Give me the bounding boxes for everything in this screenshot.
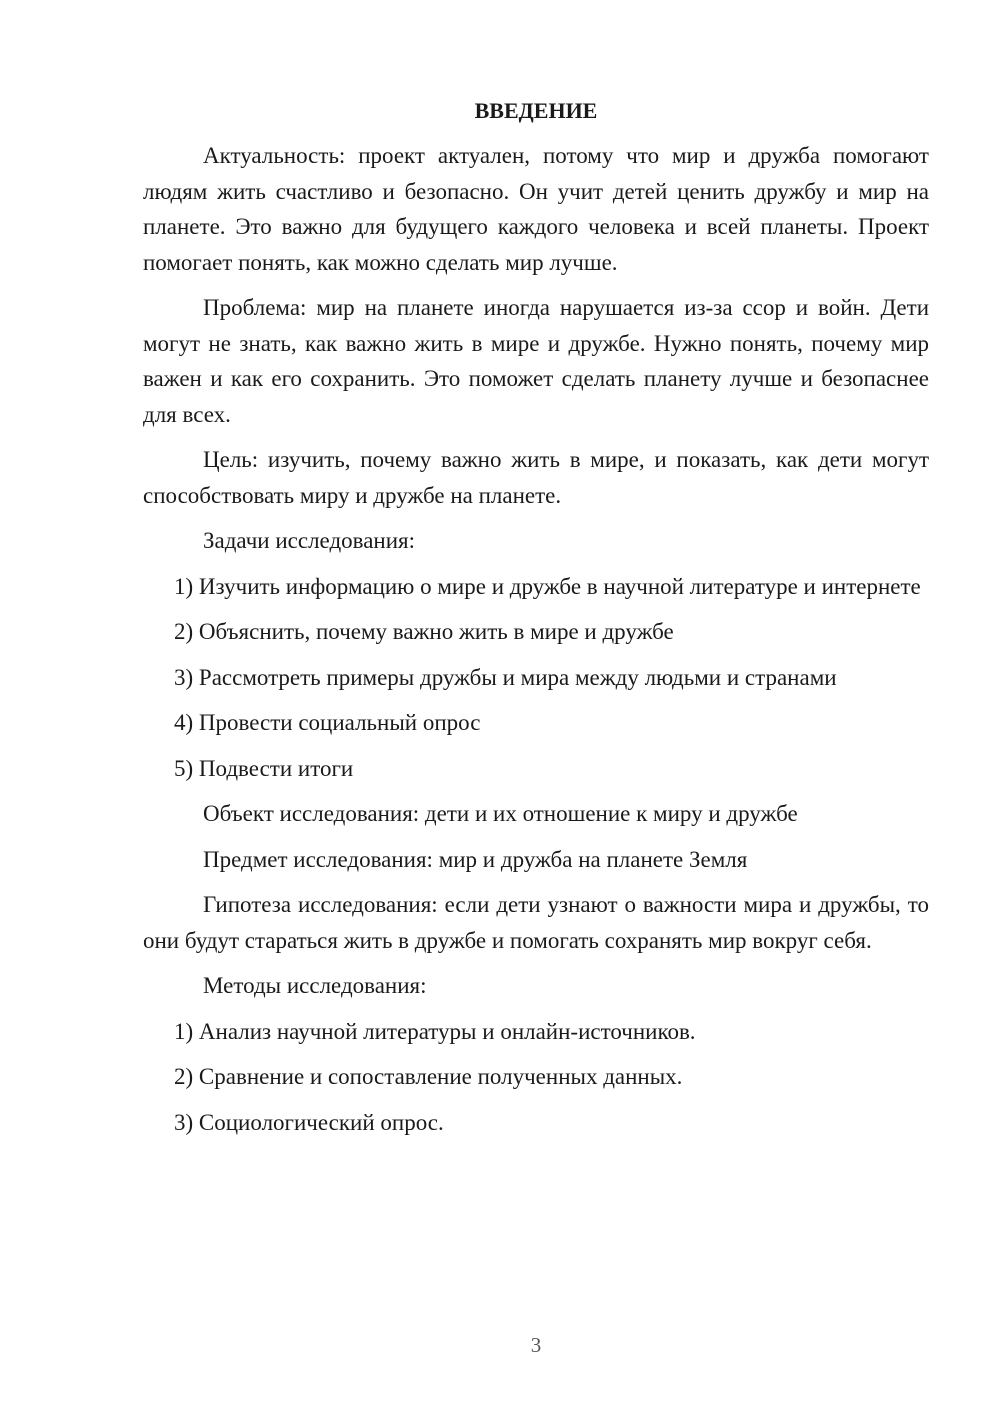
method-item: 3) Социологический опрос. — [174, 1109, 444, 1135]
task-item: 5) Подвести итоги — [174, 755, 354, 781]
page-number: 3 — [530, 1333, 542, 1357]
problem-paragraph: Проблема: мир на планете иногда нарушается из-за ссор и войн. Дети могут не знать, как важно жить в мире и дружбе. Нужно понять, почему мир важен и как его сохранить. Это поможет сделать планету лучше и безопаснее для всех. — [143, 295, 929, 427]
task-item: 3) Рассмотреть примеры дружбы и мира между людьми и странами — [174, 664, 837, 690]
tasks-heading: Задачи исследования: — [203, 528, 416, 553]
task-item: 2) Объяснить, почему важно жить в мире и дружбе — [174, 619, 674, 644]
section-title: ВВЕДЕНИЕ — [474, 98, 598, 123]
task-item: 4) Провести социальный опрос — [174, 710, 481, 735]
document-page — [143, 92, 929, 1150]
task-item: 1) Изучить информацию о мире и дружбе в научной литературе и интернете — [174, 573, 921, 599]
goal-paragraph: Цель: изучить, почему важно жить в мире, и показать, как дети могут способствовать миру и дружбе на планете. — [143, 447, 929, 508]
method-item: 2) Сравнение и сопоставление полученных данных. — [174, 1064, 683, 1089]
method-item: 1) Анализ научной литературы и онлайн-источников. — [174, 1018, 696, 1044]
methods-heading: Методы исследования: — [203, 973, 427, 998]
object-paragraph: Объект исследования: дети и их отношение к миру и дружбе — [203, 801, 798, 826]
relevance-paragraph: Актуальность: проект актуален, потому что мир и дружба помогают людям жить счастливо и безопасно. Он учит детей ценить дружбу и мир на планете. Это важно для будущего каждого человека и всей планеты. Проект помогает понять, как можно сделать мир лучше. — [143, 143, 929, 275]
hypothesis-paragraph: Гипотеза исследования: если дети узнают о важности мира и дружбы, то они будут стараться жить в дружбе и помогать сохранять мир вокруг себя. — [143, 892, 929, 953]
subject-paragraph: Предмет исследования: мир и дружба на планете Земля — [203, 846, 748, 872]
